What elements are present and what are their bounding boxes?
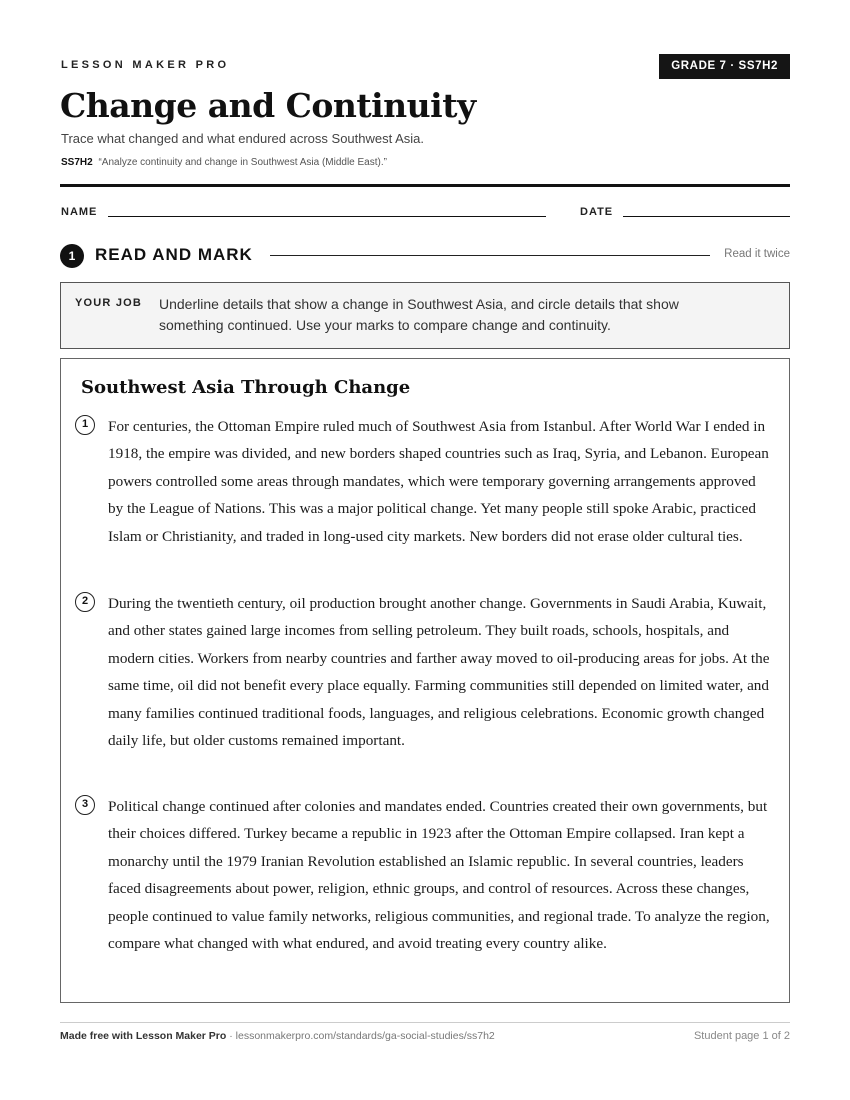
standard-code: SS7H2 — [61, 157, 93, 168]
grade-badge: GRADE 7 · SS7H2 — [659, 54, 790, 79]
header-divider — [60, 184, 790, 187]
paragraph: For centuries, the Ottoman Empire ruled much of Southwest Asia from Istanbul. After World War I ended in 1918, the empire was divided, and new borders shaped countries such as Iraq, Syria, and Lebanon. European powers controlled some areas through mandates, which were temporary governing arrangements approved by the League of Nations. This was a major political change. Yet many people still spoke Arabic, practiced Islam or Christianity, and traded in long-used city markets. New borders did not erase older cultural ties. — [108, 418, 769, 545]
date-field-line[interactable] — [623, 216, 790, 217]
standard-line — [61, 157, 387, 168]
paragraph-number: 2 — [75, 592, 95, 612]
page-subtitle: Trace what changed and what endured across Southwest Asia. — [61, 131, 425, 146]
job-box — [60, 282, 790, 349]
paragraph: During the twentieth century, oil production brought another change. Governments in Saudi Arabia, Kuwait, and other states gained large incomes from selling petroleum. They built roads, schools, hospitals, and modern cities. Workers from nearby countries and farther away moved to oil-producing areas for jobs. At the same time, oil did not benefit every place equally. Farming communities still depended on limited water, and many families continued traditional foods, languages, and religious celebrations. Economic growth changed daily life, but older customs remained important. — [108, 595, 770, 750]
date-label: DATE — [580, 206, 614, 218]
name-field-line[interactable] — [108, 216, 546, 217]
paragraph-number: 3 — [75, 795, 95, 815]
footer-credit — [60, 1030, 495, 1042]
reading-box — [60, 358, 790, 1003]
job-instructions: Underline details that show a change in Southwest Asia, and circle details that show something continued. Use your marks to compare change and continuity. — [159, 296, 679, 333]
brand-wordmark: LESSON MAKER PRO — [61, 59, 230, 71]
standard-text: “Analyze continuity and change in Southwest Asia (Middle East).” — [98, 157, 387, 168]
page-indicator: Student page 1 of 2 — [693, 1030, 790, 1042]
footer-made-with: Made free with Lesson Maker Pro — [60, 1030, 227, 1042]
paragraph: Political change continued after colonies and mandates ended. Countries created their own governments, but their choices differed. Turkey became a republic in 1923 after the Ottoman Empire collapsed. Iran kept a monarchy until the 1979 Iranian Revolution established an Islamic republic. In several countries, leaders faced disagreements about power, religion, ethnic groups, and control of resources. Across these changes, people continued to value family networks, religious communities, and regional trade. To analyze the region, compare what changed with what endured, and avoid treating every country alike. — [108, 798, 770, 953]
section-divider — [270, 255, 710, 256]
section-number-badge: 1 — [60, 244, 84, 268]
footer-divider — [60, 1022, 790, 1023]
footer-url[interactable]: · lessonmakerpro.com/standards/ga-social-studies/ss7h2 — [226, 1030, 495, 1042]
name-label: NAME — [61, 206, 98, 218]
paragraph-number: 1 — [75, 415, 95, 435]
section-title: READ AND MARK — [95, 245, 253, 264]
job-label: YOUR JOB — [75, 297, 143, 309]
reading-title: Southwest Asia Through Change — [81, 377, 411, 398]
section-note: Read it twice — [724, 248, 790, 260]
page-title: Change and Continuity — [60, 86, 476, 125]
